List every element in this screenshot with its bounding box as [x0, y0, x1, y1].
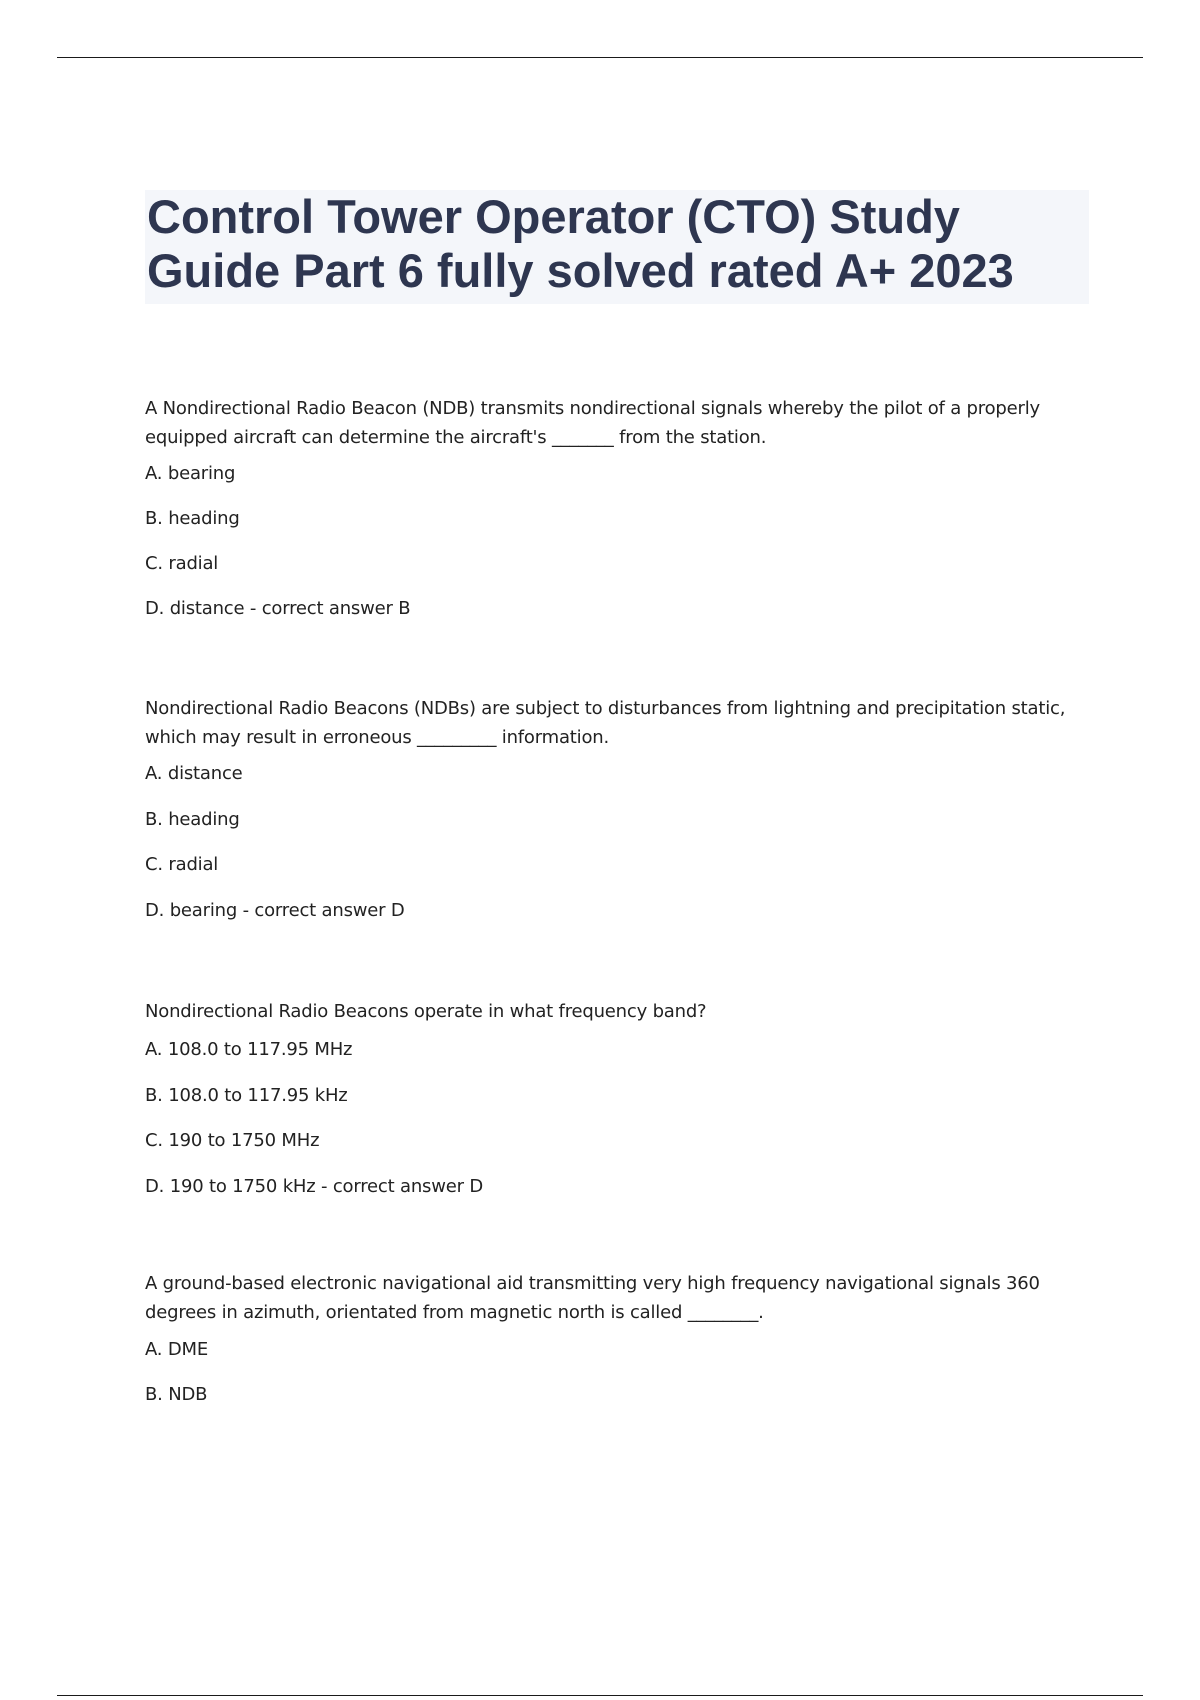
answer-option: C. radial	[145, 553, 219, 574]
answer-option: A. DME	[145, 1339, 209, 1360]
answer-option: D. distance - correct answer B	[145, 598, 411, 619]
answer-option: B. heading	[145, 809, 240, 830]
answer-option: B. 108.0 to 117.95 kHz	[145, 1085, 348, 1106]
title-banner	[145, 190, 1089, 304]
question-block	[145, 694, 1089, 921]
bottom-rule	[57, 1695, 1143, 1696]
question-block	[145, 1269, 1089, 1405]
top-rule	[57, 57, 1143, 58]
question-text: Nondirectional Radio Beacons operate in what frequency band?	[145, 1001, 707, 1022]
document-title: Control Tower Operator (CTO) Study Guide Part 6 fully solved rated A+ 2023	[147, 190, 1014, 297]
answer-option: C. radial	[145, 854, 219, 875]
question-text: A Nondirectional Radio Beacon (NDB) transmits nondirectional signals whereby the pilot of a properly equipped aircraft can determine the aircraft's _______ from the station.	[145, 398, 1040, 448]
question-text: Nondirectional Radio Beacons (NDBs) are subject to disturbances from lightning and precipitation static, which may result in erroneous _________ information.	[145, 698, 1066, 748]
answer-option: D. 190 to 1750 kHz - correct answer D	[145, 1176, 483, 1197]
question-block	[145, 997, 1089, 1197]
answer-option: C. 190 to 1750 MHz	[145, 1130, 320, 1151]
question-block	[145, 394, 1089, 619]
answer-option: D. bearing - correct answer D	[145, 900, 405, 921]
answer-option: A. bearing	[145, 463, 236, 484]
answer-option: B. heading	[145, 508, 240, 529]
answer-option: A. 108.0 to 117.95 MHz	[145, 1039, 353, 1060]
answer-option: A. distance	[145, 763, 243, 784]
answer-option: B. NDB	[145, 1384, 208, 1405]
question-text: A ground-based electronic navigational aid transmitting very high frequency navigational signals 360 degrees in azimuth, orientated from magnetic north is called ________.	[145, 1273, 1040, 1323]
